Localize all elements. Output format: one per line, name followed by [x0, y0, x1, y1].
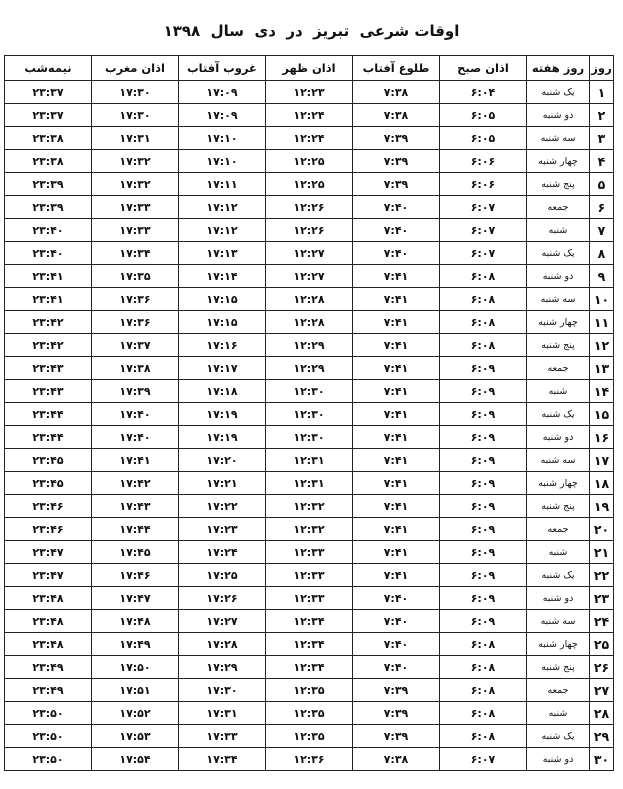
- cell-sunset: ۱۷:۳۰: [179, 679, 266, 702]
- table-row: [5, 748, 614, 771]
- table-row: [5, 633, 614, 656]
- cell-fajr: ۶:۰۵: [440, 104, 527, 127]
- cell-dhuhr: ۱۲:۲۴: [266, 104, 353, 127]
- cell-weekday: سه شنبه: [527, 127, 590, 150]
- cell-weekday: چهار شنبه: [527, 633, 590, 656]
- cell-dhuhr: ۱۲:۲۳: [266, 81, 353, 104]
- cell-fajr: ۶:۰۷: [440, 219, 527, 242]
- cell-day: ۱: [590, 81, 614, 104]
- cell-day: ۱۳: [590, 357, 614, 380]
- cell-dhuhr: ۱۲:۲۸: [266, 311, 353, 334]
- cell-weekday: یک شنبه: [527, 81, 590, 104]
- cell-weekday: دو شنبه: [527, 587, 590, 610]
- cell-midnight: ۲۳:۴۱: [5, 288, 92, 311]
- cell-fajr: ۶:۰۹: [440, 587, 527, 610]
- cell-sunrise: ۷:۴۱: [353, 357, 440, 380]
- cell-fajr: ۶:۰۸: [440, 679, 527, 702]
- cell-dhuhr: ۱۲:۳۰: [266, 380, 353, 403]
- cell-sunrise: ۷:۴۱: [353, 311, 440, 334]
- cell-dhuhr: ۱۲:۳۱: [266, 449, 353, 472]
- cell-sunset: ۱۷:۲۹: [179, 656, 266, 679]
- cell-midnight: ۲۳:۴۸: [5, 633, 92, 656]
- table-row: [5, 495, 614, 518]
- cell-fajr: ۶:۰۸: [440, 265, 527, 288]
- cell-day: ۱۱: [590, 311, 614, 334]
- cell-weekday: شنبه: [527, 702, 590, 725]
- cell-day: ۲۷: [590, 679, 614, 702]
- cell-dhuhr: ۱۲:۲۵: [266, 173, 353, 196]
- cell-fajr: ۶:۰۸: [440, 334, 527, 357]
- cell-dhuhr: ۱۲:۳۲: [266, 518, 353, 541]
- cell-weekday: یک شنبه: [527, 242, 590, 265]
- col-header-weekday: روز هفته: [527, 56, 590, 81]
- cell-weekday: یک شنبه: [527, 725, 590, 748]
- cell-dhuhr: ۱۲:۳۵: [266, 702, 353, 725]
- cell-maghrib: ۱۷:۴۳: [92, 495, 179, 518]
- cell-weekday: دو شنبه: [527, 748, 590, 771]
- table-row: [5, 173, 614, 196]
- cell-day: ۲: [590, 104, 614, 127]
- cell-maghrib: ۱۷:۵۱: [92, 679, 179, 702]
- cell-sunrise: ۷:۴۱: [353, 449, 440, 472]
- cell-sunrise: ۷:۴۰: [353, 633, 440, 656]
- cell-maghrib: ۱۷:۴۰: [92, 426, 179, 449]
- cell-dhuhr: ۱۲:۳۳: [266, 541, 353, 564]
- cell-fajr: ۶:۰۶: [440, 150, 527, 173]
- cell-sunrise: ۷:۳۸: [353, 81, 440, 104]
- cell-weekday: سه شنبه: [527, 449, 590, 472]
- cell-sunrise: ۷:۴۱: [353, 426, 440, 449]
- cell-midnight: ۲۳:۴۸: [5, 587, 92, 610]
- cell-dhuhr: ۱۲:۳۴: [266, 656, 353, 679]
- cell-dhuhr: ۱۲:۳۳: [266, 587, 353, 610]
- cell-midnight: ۲۳:۳۸: [5, 127, 92, 150]
- cell-day: ۲۹: [590, 725, 614, 748]
- cell-maghrib: ۱۷:۴۰: [92, 403, 179, 426]
- cell-day: ۱۶: [590, 426, 614, 449]
- cell-day: ۱۰: [590, 288, 614, 311]
- cell-maghrib: ۱۷:۳۲: [92, 150, 179, 173]
- cell-sunset: ۱۷:۱۰: [179, 150, 266, 173]
- cell-day: ۲۶: [590, 656, 614, 679]
- cell-fajr: ۶:۰۷: [440, 242, 527, 265]
- cell-midnight: ۲۳:۴۷: [5, 564, 92, 587]
- cell-sunset: ۱۷:۲۴: [179, 541, 266, 564]
- cell-day: ۷: [590, 219, 614, 242]
- cell-maghrib: ۱۷:۳۶: [92, 311, 179, 334]
- cell-dhuhr: ۱۲:۳۰: [266, 426, 353, 449]
- cell-maghrib: ۱۷:۴۱: [92, 449, 179, 472]
- cell-maghrib: ۱۷:۳۳: [92, 196, 179, 219]
- cell-weekday: چهار شنبه: [527, 472, 590, 495]
- cell-fajr: ۶:۰۹: [440, 380, 527, 403]
- cell-sunrise: ۷:۳۹: [353, 127, 440, 150]
- cell-fajr: ۶:۰۹: [440, 403, 527, 426]
- cell-day: ۲۳: [590, 587, 614, 610]
- cell-dhuhr: ۱۲:۲۴: [266, 127, 353, 150]
- cell-weekday: پنج شنبه: [527, 334, 590, 357]
- cell-fajr: ۶:۰۹: [440, 518, 527, 541]
- cell-weekday: چهار شنبه: [527, 150, 590, 173]
- cell-day: ۳۰: [590, 748, 614, 771]
- cell-maghrib: ۱۷:۴۸: [92, 610, 179, 633]
- cell-maghrib: ۱۷:۴۷: [92, 587, 179, 610]
- cell-sunrise: ۷:۴۱: [353, 380, 440, 403]
- cell-fajr: ۶:۰۸: [440, 633, 527, 656]
- cell-weekday: جمعه: [527, 679, 590, 702]
- cell-day: ۱۵: [590, 403, 614, 426]
- cell-day: ۱۷: [590, 449, 614, 472]
- cell-weekday: پنج شنبه: [527, 656, 590, 679]
- cell-sunset: ۱۷:۱۴: [179, 265, 266, 288]
- cell-fajr: ۶:۰۶: [440, 173, 527, 196]
- cell-day: ۱۹: [590, 495, 614, 518]
- cell-sunrise: ۷:۴۱: [353, 518, 440, 541]
- cell-sunset: ۱۷:۱۹: [179, 426, 266, 449]
- cell-sunrise: ۷:۴۱: [353, 541, 440, 564]
- cell-weekday: شنبه: [527, 541, 590, 564]
- cell-fajr: ۶:۰۴: [440, 81, 527, 104]
- table-row: [5, 196, 614, 219]
- table-row: [5, 288, 614, 311]
- cell-sunrise: ۷:۳۹: [353, 702, 440, 725]
- cell-day: ۵: [590, 173, 614, 196]
- cell-day: ۲۲: [590, 564, 614, 587]
- cell-fajr: ۶:۰۸: [440, 725, 527, 748]
- cell-dhuhr: ۱۲:۳۵: [266, 725, 353, 748]
- cell-sunrise: ۷:۴۱: [353, 265, 440, 288]
- col-header-dhuhr: اذان ظهر: [266, 56, 353, 81]
- cell-dhuhr: ۱۲:۳۳: [266, 564, 353, 587]
- cell-sunset: ۱۷:۱۶: [179, 334, 266, 357]
- table-row: [5, 610, 614, 633]
- cell-midnight: ۲۳:۵۰: [5, 748, 92, 771]
- col-header-fajr: اذان صبح: [440, 56, 527, 81]
- cell-weekday: شنبه: [527, 380, 590, 403]
- cell-midnight: ۲۳:۴۲: [5, 311, 92, 334]
- cell-dhuhr: ۱۲:۳۱: [266, 472, 353, 495]
- cell-midnight: ۲۳:۴۶: [5, 495, 92, 518]
- cell-sunrise: ۷:۴۱: [353, 564, 440, 587]
- cell-dhuhr: ۱۲:۳۲: [266, 495, 353, 518]
- cell-fajr: ۶:۰۸: [440, 702, 527, 725]
- table-row: [5, 81, 614, 104]
- cell-maghrib: ۱۷:۴۲: [92, 472, 179, 495]
- cell-sunset: ۱۷:۱۵: [179, 311, 266, 334]
- cell-dhuhr: ۱۲:۲۶: [266, 219, 353, 242]
- cell-sunrise: ۷:۴۰: [353, 656, 440, 679]
- cell-midnight: ۲۳:۴۲: [5, 334, 92, 357]
- cell-dhuhr: ۱۲:۳۴: [266, 610, 353, 633]
- cell-maghrib: ۱۷:۳۳: [92, 219, 179, 242]
- cell-maghrib: ۱۷:۵۴: [92, 748, 179, 771]
- table-row: [5, 541, 614, 564]
- cell-midnight: ۲۳:۴۳: [5, 357, 92, 380]
- cell-sunrise: ۷:۳۸: [353, 104, 440, 127]
- cell-dhuhr: ۱۲:۳۵: [266, 679, 353, 702]
- cell-day: ۹: [590, 265, 614, 288]
- header-row: [5, 56, 614, 81]
- cell-sunrise: ۷:۴۰: [353, 242, 440, 265]
- cell-fajr: ۶:۰۸: [440, 288, 527, 311]
- cell-weekday: دو شنبه: [527, 265, 590, 288]
- cell-dhuhr: ۱۲:۲۷: [266, 265, 353, 288]
- cell-fajr: ۶:۰۹: [440, 495, 527, 518]
- cell-midnight: ۲۳:۳۹: [5, 196, 92, 219]
- cell-dhuhr: ۱۲:۲۵: [266, 150, 353, 173]
- cell-weekday: پنج شنبه: [527, 495, 590, 518]
- cell-midnight: ۲۳:۴۸: [5, 610, 92, 633]
- cell-weekday: یک شنبه: [527, 564, 590, 587]
- cell-dhuhr: ۱۲:۳۶: [266, 748, 353, 771]
- cell-fajr: ۶:۰۹: [440, 541, 527, 564]
- cell-maghrib: ۱۷:۳۱: [92, 127, 179, 150]
- col-header-midnight: نیمه‌شب: [5, 56, 92, 81]
- cell-sunset: ۱۷:۰۹: [179, 81, 266, 104]
- cell-day: ۱۸: [590, 472, 614, 495]
- table-row: [5, 311, 614, 334]
- cell-fajr: ۶:۰۹: [440, 472, 527, 495]
- cell-dhuhr: ۱۲:۲۹: [266, 357, 353, 380]
- cell-fajr: ۶:۰۹: [440, 426, 527, 449]
- cell-midnight: ۲۳:۳۷: [5, 81, 92, 104]
- cell-midnight: ۲۳:۴۹: [5, 679, 92, 702]
- cell-midnight: ۲۳:۳۸: [5, 150, 92, 173]
- cell-fajr: ۶:۰۹: [440, 610, 527, 633]
- cell-day: ۲۱: [590, 541, 614, 564]
- cell-day: ۲۵: [590, 633, 614, 656]
- cell-fajr: ۶:۰۵: [440, 127, 527, 150]
- cell-sunset: ۱۷:۱۸: [179, 380, 266, 403]
- cell-weekday: سه شنبه: [527, 610, 590, 633]
- table-row: [5, 334, 614, 357]
- col-header-sunrise: طلوع آفتاب: [353, 56, 440, 81]
- cell-weekday: سه شنبه: [527, 288, 590, 311]
- cell-sunrise: ۷:۴۱: [353, 495, 440, 518]
- cell-weekday: یک شنبه: [527, 403, 590, 426]
- cell-fajr: ۶:۰۷: [440, 196, 527, 219]
- table-row: [5, 518, 614, 541]
- cell-midnight: ۲۳:۴۳: [5, 380, 92, 403]
- cell-fajr: ۶:۰۷: [440, 748, 527, 771]
- cell-maghrib: ۱۷:۳۴: [92, 242, 179, 265]
- cell-day: ۱۴: [590, 380, 614, 403]
- cell-dhuhr: ۱۲:۲۸: [266, 288, 353, 311]
- cell-day: ۲۰: [590, 518, 614, 541]
- table-row: [5, 403, 614, 426]
- cell-sunset: ۱۷:۰۹: [179, 104, 266, 127]
- cell-day: ۶: [590, 196, 614, 219]
- cell-weekday: چهار شنبه: [527, 311, 590, 334]
- cell-sunset: ۱۷:۱۲: [179, 219, 266, 242]
- cell-maghrib: ۱۷:۳۶: [92, 288, 179, 311]
- cell-fajr: ۶:۰۹: [440, 564, 527, 587]
- table-row: [5, 725, 614, 748]
- cell-maghrib: ۱۷:۳۸: [92, 357, 179, 380]
- cell-sunrise: ۷:۴۰: [353, 219, 440, 242]
- table-row: [5, 702, 614, 725]
- cell-sunrise: ۷:۴۱: [353, 403, 440, 426]
- cell-midnight: ۲۳:۴۷: [5, 541, 92, 564]
- cell-maghrib: ۱۷:۳۹: [92, 380, 179, 403]
- cell-maghrib: ۱۷:۴۹: [92, 633, 179, 656]
- cell-sunset: ۱۷:۲۱: [179, 472, 266, 495]
- cell-sunset: ۱۷:۳۱: [179, 702, 266, 725]
- table-row: [5, 242, 614, 265]
- prayer-times-table: [4, 55, 614, 771]
- cell-day: ۳: [590, 127, 614, 150]
- cell-sunset: ۱۷:۳۴: [179, 748, 266, 771]
- cell-sunrise: ۷:۳۹: [353, 679, 440, 702]
- cell-sunset: ۱۷:۲۰: [179, 449, 266, 472]
- cell-day: ۸: [590, 242, 614, 265]
- page-title: اوقات شرعی تبریز در دی سال ۱۳۹۸: [163, 22, 460, 40]
- cell-midnight: ۲۳:۳۹: [5, 173, 92, 196]
- cell-midnight: ۲۳:۴۱: [5, 265, 92, 288]
- cell-sunrise: ۷:۴۱: [353, 288, 440, 311]
- cell-maghrib: ۱۷:۳۲: [92, 173, 179, 196]
- cell-sunset: ۱۷:۲۸: [179, 633, 266, 656]
- table-row: [5, 127, 614, 150]
- cell-sunset: ۱۷:۲۷: [179, 610, 266, 633]
- cell-dhuhr: ۱۲:۲۶: [266, 196, 353, 219]
- cell-dhuhr: ۱۲:۲۷: [266, 242, 353, 265]
- cell-day: ۲۴: [590, 610, 614, 633]
- table-row: [5, 679, 614, 702]
- cell-sunset: ۱۷:۱۳: [179, 242, 266, 265]
- cell-sunrise: ۷:۴۰: [353, 610, 440, 633]
- cell-sunrise: ۷:۳۹: [353, 173, 440, 196]
- cell-dhuhr: ۱۲:۳۴: [266, 633, 353, 656]
- col-header-day: روز: [590, 56, 614, 81]
- cell-fajr: ۶:۰۹: [440, 357, 527, 380]
- cell-sunrise: ۷:۴۱: [353, 472, 440, 495]
- cell-sunrise: ۷:۴۱: [353, 334, 440, 357]
- cell-sunset: ۱۷:۲۳: [179, 518, 266, 541]
- cell-fajr: ۶:۰۹: [440, 449, 527, 472]
- cell-day: ۱۲: [590, 334, 614, 357]
- cell-maghrib: ۱۷:۳۰: [92, 81, 179, 104]
- cell-maghrib: ۱۷:۴۴: [92, 518, 179, 541]
- table-row: [5, 219, 614, 242]
- table-row: [5, 564, 614, 587]
- cell-maghrib: ۱۷:۵۰: [92, 656, 179, 679]
- cell-midnight: ۲۳:۴۵: [5, 472, 92, 495]
- cell-midnight: ۲۳:۵۰: [5, 702, 92, 725]
- cell-midnight: ۲۳:۵۰: [5, 725, 92, 748]
- table-row: [5, 357, 614, 380]
- cell-midnight: ۲۳:۴۴: [5, 403, 92, 426]
- cell-maghrib: ۱۷:۴۶: [92, 564, 179, 587]
- cell-weekday: جمعه: [527, 357, 590, 380]
- cell-midnight: ۲۳:۴۵: [5, 449, 92, 472]
- cell-midnight: ۲۳:۴۹: [5, 656, 92, 679]
- cell-maghrib: ۱۷:۳۰: [92, 104, 179, 127]
- cell-midnight: ۲۳:۳۷: [5, 104, 92, 127]
- cell-midnight: ۲۳:۴۴: [5, 426, 92, 449]
- cell-midnight: ۲۳:۴۰: [5, 219, 92, 242]
- cell-sunrise: ۷:۴۰: [353, 587, 440, 610]
- cell-dhuhr: ۱۲:۳۰: [266, 403, 353, 426]
- table-row: [5, 150, 614, 173]
- cell-sunset: ۱۷:۱۰: [179, 127, 266, 150]
- cell-sunset: ۱۷:۲۶: [179, 587, 266, 610]
- cell-weekday: شنبه: [527, 219, 590, 242]
- cell-midnight: ۲۳:۴۶: [5, 518, 92, 541]
- cell-day: ۲۸: [590, 702, 614, 725]
- cell-dhuhr: ۱۲:۲۹: [266, 334, 353, 357]
- col-header-maghrib: اذان مغرب: [92, 56, 179, 81]
- table-row: [5, 380, 614, 403]
- cell-sunset: ۱۷:۲۵: [179, 564, 266, 587]
- cell-maghrib: ۱۷:۴۵: [92, 541, 179, 564]
- cell-weekday: پنج شنبه: [527, 173, 590, 196]
- cell-weekday: جمعه: [527, 196, 590, 219]
- cell-maghrib: ۱۷:۳۵: [92, 265, 179, 288]
- table-row: [5, 449, 614, 472]
- cell-sunset: ۱۷:۱۹: [179, 403, 266, 426]
- cell-maghrib: ۱۷:۵۲: [92, 702, 179, 725]
- cell-sunset: ۱۷:۱۲: [179, 196, 266, 219]
- cell-sunrise: ۷:۳۹: [353, 725, 440, 748]
- cell-sunrise: ۷:۴۰: [353, 196, 440, 219]
- cell-day: ۴: [590, 150, 614, 173]
- table-row: [5, 104, 614, 127]
- cell-maghrib: ۱۷:۳۷: [92, 334, 179, 357]
- cell-weekday: دو شنبه: [527, 426, 590, 449]
- cell-weekday: جمعه: [527, 518, 590, 541]
- cell-sunset: ۱۷:۱۷: [179, 357, 266, 380]
- table-row: [5, 426, 614, 449]
- cell-midnight: ۲۳:۴۰: [5, 242, 92, 265]
- col-header-sunset: غروب آفتاب: [179, 56, 266, 81]
- cell-fajr: ۶:۰۸: [440, 311, 527, 334]
- cell-maghrib: ۱۷:۵۳: [92, 725, 179, 748]
- table-row: [5, 265, 614, 288]
- cell-sunrise: ۷:۳۹: [353, 150, 440, 173]
- cell-sunrise: ۷:۳۸: [353, 748, 440, 771]
- cell-sunset: ۱۷:۱۵: [179, 288, 266, 311]
- table-row: [5, 656, 614, 679]
- cell-sunset: ۱۷:۲۲: [179, 495, 266, 518]
- table-row: [5, 472, 614, 495]
- cell-sunset: ۱۷:۳۳: [179, 725, 266, 748]
- cell-sunset: ۱۷:۱۱: [179, 173, 266, 196]
- table-row: [5, 587, 614, 610]
- cell-weekday: دو شنبه: [527, 104, 590, 127]
- cell-fajr: ۶:۰۸: [440, 656, 527, 679]
